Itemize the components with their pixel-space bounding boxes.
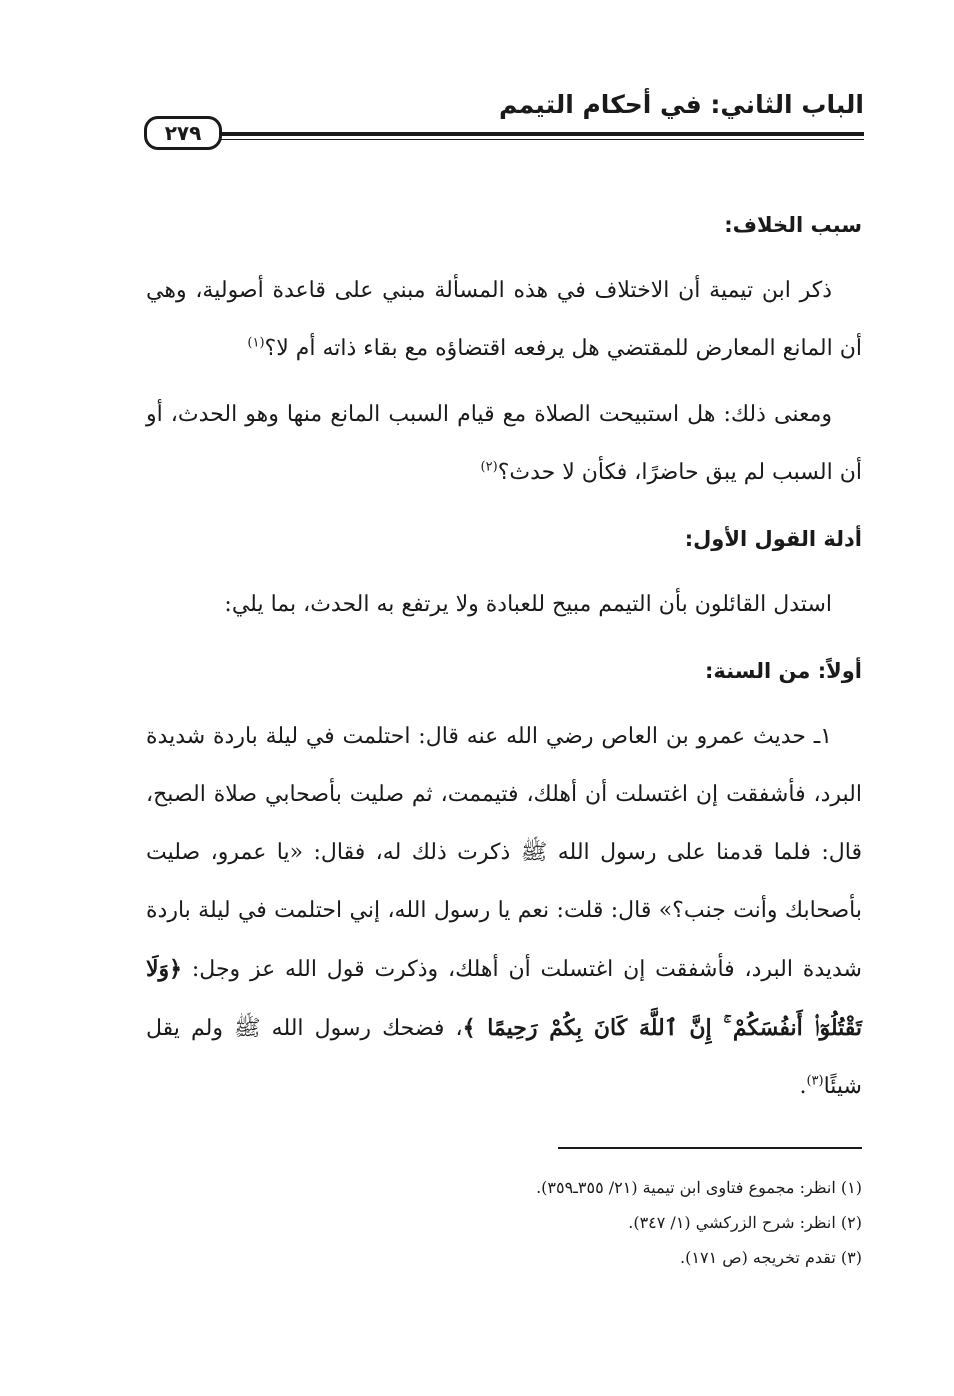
paragraph-text: ومعنى ذلك: هل استبيحت الصلاة مع قيام السبب المانع منها وهو الحدث، أو أن السبب لم يبق حاضرًا، فكأن لا حدث؟: [146, 402, 862, 485]
running-header: [140, 88, 864, 154]
paragraph-hadith: [146, 708, 862, 1116]
chapter-title: الباب الثاني: في أحكام التيمم: [499, 90, 864, 119]
footnote-3: (٣) تقدم تخريجه (ص ١٧١).: [680, 1248, 862, 1267]
section-heading-sunnah: أولاً: من السنة:: [705, 659, 862, 683]
page-number: ٢٧٩: [144, 116, 222, 150]
hadith-text-end: ، فضحك رسول الله ﷺ ولم يقل شيئًا: [146, 1016, 862, 1099]
paragraph-text: ذكر ابن تيمية أن الاختلاف في هذه المسألة مبني على قاعدة أصولية، وهي أن المانع المعارض للمقتضي هل يرفعه اقتضاؤه مع بقاء ذاته أم لا؟: [146, 278, 862, 361]
footnotes: [146, 1170, 862, 1275]
section-heading-evidence: أدلة القول الأول:: [684, 527, 862, 551]
paragraph-evidence-intro: استدل القائلون بأن التيمم مبيح للعبادة ولا يرتفع به الحدث، بما يلي:: [224, 592, 832, 617]
footnote-ref-2: (٢): [480, 459, 498, 475]
footnote-2: (٢) انظر: شرح الزركشي (١/ ٣٤٧).: [628, 1213, 862, 1232]
header-rule-thin: [210, 139, 864, 140]
footnote-1: (١) انظر: مجموع فتاوى ابن تيمية (٢١/ ٣٥٥ـ٣٥٩).: [536, 1178, 862, 1197]
footnote-ref-1: (١): [247, 335, 265, 351]
hadith-text: حديث عمرو بن العاص رضي الله عنه قال: احتلمت في ليلة باردة شديدة البرد، فأشفقت إن اغتسلت أن أهلك، فتيممت، ثم صليت بأصحابي صلاة الصبح، قال: فلما قدمنا على رسول الله ﷺ ذكرت ذلك له، فقال: «يا عمرو، صليت بأصحابك وأنت جنب؟» قال: قلت: نعم يا رسول الله، إني احتلمت في ليلة باردة شديدة البرد، فأشفقت إن اغتسلت أن أهلك، وذكرت قول الله عز وجل:: [146, 724, 862, 982]
section-heading-cause: سبب الخلاف:: [724, 213, 862, 237]
body-text: [146, 196, 862, 1116]
header-rule-thick: [210, 132, 864, 136]
paragraph-meaning: [146, 386, 862, 502]
quran-verse: ﴿وَلَا تَقْتُلُوٓا۟ أَنفُسَكُمْ ۚ إِنَّ ٱللَّهَ كَانَ بِكُمْ رَحِيمًا ﴾: [146, 956, 863, 1041]
paragraph-ibn-taymiyyah: [146, 262, 862, 378]
footnote-separator: [558, 1147, 862, 1149]
full-stop: .: [799, 1074, 807, 1099]
list-number: ١ـ: [813, 724, 832, 749]
footnote-ref-3: (٣): [806, 1073, 824, 1089]
